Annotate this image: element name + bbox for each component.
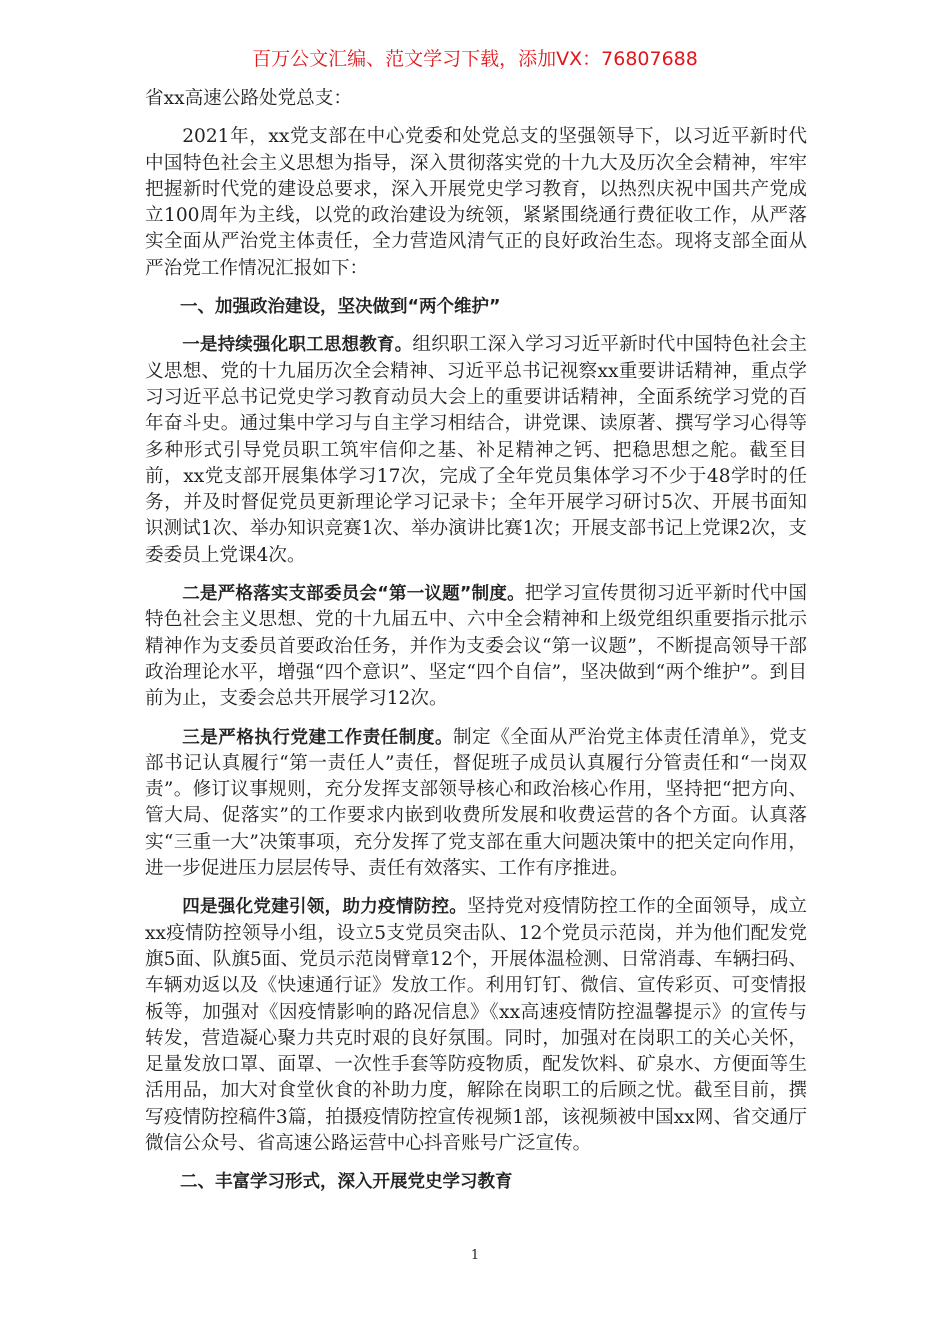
watermark-banner: 百万公文汇编、范文学习下载，添加VX：76807688 (252, 48, 698, 70)
paragraph-body: 坚持党对疫情防控工作的全面领导，成立xx疫情防控领导小组，设立5支党员突击队、12个党员示范岗，并为他们配发党旗5面、队旗5面、党员示范岗臂章12个，开展体温检测、日常消毒、车辆扫码、车辆劝返以及《快速通行证》发放工作。利用钉钉、微信、宣传彩页、可变情报板等，加强对《因疫情影响的路况信息》《xx高速疫情防控温馨提示》的宣传与转发，营造凝心聚力共克时艰的良好氛围。同时，加强对在岗职工的关心关怀，足量发放口罩、面罩、一次性手套等防疫物质，配发饮料、矿泉水、方便面等生活用品，加大对食堂伙食的补助力度，解除在岗职工的后顾之忧。截至目前，撰写疫情防控稿件3篇，拍摄疫情防控宣传视频1部，该视频被中国xx网、省交通厅微信公众号、省高速公路运营中心抖音账号广泛宣传。 (145, 896, 807, 1154)
salutation: 省xx高速公路处党总支： (145, 88, 352, 109)
paragraph-3 (145, 725, 807, 883)
section-heading-2: 二、丰富学习形式，深入开展党史学习教育 (180, 1172, 513, 1193)
page-number: 1 (470, 1248, 480, 1263)
document-body (145, 86, 807, 1208)
intro-paragraph: 2021年，xx党支部在中心党委和处党总支的坚强领导下，以习近平新时代中国特色社会主义思想为指导，深入贯彻落实党的十九大及历次全会精神，牢牢把握新时代党的建设总要求，深入开展党史学习教育，以热烈庆祝中国共产党成立100周年为主线，以党的政治建设为统领，紧紧围绕通行费征收工作，从严落实全面从严治党主体责任，全力营造风清气正的良好政治生态。现将支部全面从严治党工作情况汇报如下： (145, 126, 807, 279)
paragraph-lead: 二是严格落实支部委员会“第一议题”制度。 (182, 584, 525, 605)
paragraph-4 (145, 894, 807, 1157)
paragraph-lead: 四是强化党建引领，助力疫情防控。 (182, 897, 468, 918)
paragraph-body: 把学习宣传贯彻习近平新时代中国特色社会主义思想、党的十九届五中、六中全会精神和上级党组织重要指示批示精神作为支委员首要政治任务，并作为支委会议“第一议题”，不断提高领导干部政治理论水平，增强“四个意识”、坚定“四个自信”，坚决做到“两个维护”。到目前为止，支委会总共开展学习12次。 (145, 583, 807, 710)
paragraph-lead: 三是严格执行党建工作责任制度。 (182, 727, 454, 748)
paragraph-body: 制定《全面从严治党主体责任清单》，党支部书记认真履行“第一责任人”责任，督促班子成员认真履行分管责任和“一岗双责”。修订议事规则，充分发挥支部领导核心和政治核心作用，坚持把“把方向、管大局、促落实”的工作要求内嵌到收费所发展和收费运营的各个方面。认真落实“三重一大”决策事项，充分发挥了党支部在重大问题决策中的把关定向作用，进一步促进压力层层传导、责任有效落实、工作有序推进。 (145, 726, 808, 880)
paragraph-lead: 一是持续强化职工思想教育。 (182, 335, 413, 356)
section-heading-1: 一、加强政治建设，坚决做到“两个维护” (180, 297, 501, 318)
paragraph-2 (145, 581, 807, 712)
paragraph-1 (145, 332, 807, 569)
paragraph-body: 组织职工深入学习习近平新时代中国特色社会主义思想、党的十九届历次全会精神、习近平总书记视察xx重要讲话精神，重点学习习近平总书记党史学习教育动员大会上的重要讲话精神，全面系统学习党的百年奋斗史。通过集中学习与自主学习相结合，讲党课、读原著、撰写学习心得等多种形式引导党员职工筑牢信仰之基、补足精神之钙、把稳思想之舵。截至目前，xx党支部开展集体学习17次，完成了全年党员集体学习不少于48学时的任务，并及时督促党员更新理论学习记录卡；全年开展学习研讨5次、开展书面知识测试1次、举办知识竞赛1次、举办演讲比赛1次；开展支部书记上党课2次，支委委员上党课4次。 (145, 334, 807, 566)
